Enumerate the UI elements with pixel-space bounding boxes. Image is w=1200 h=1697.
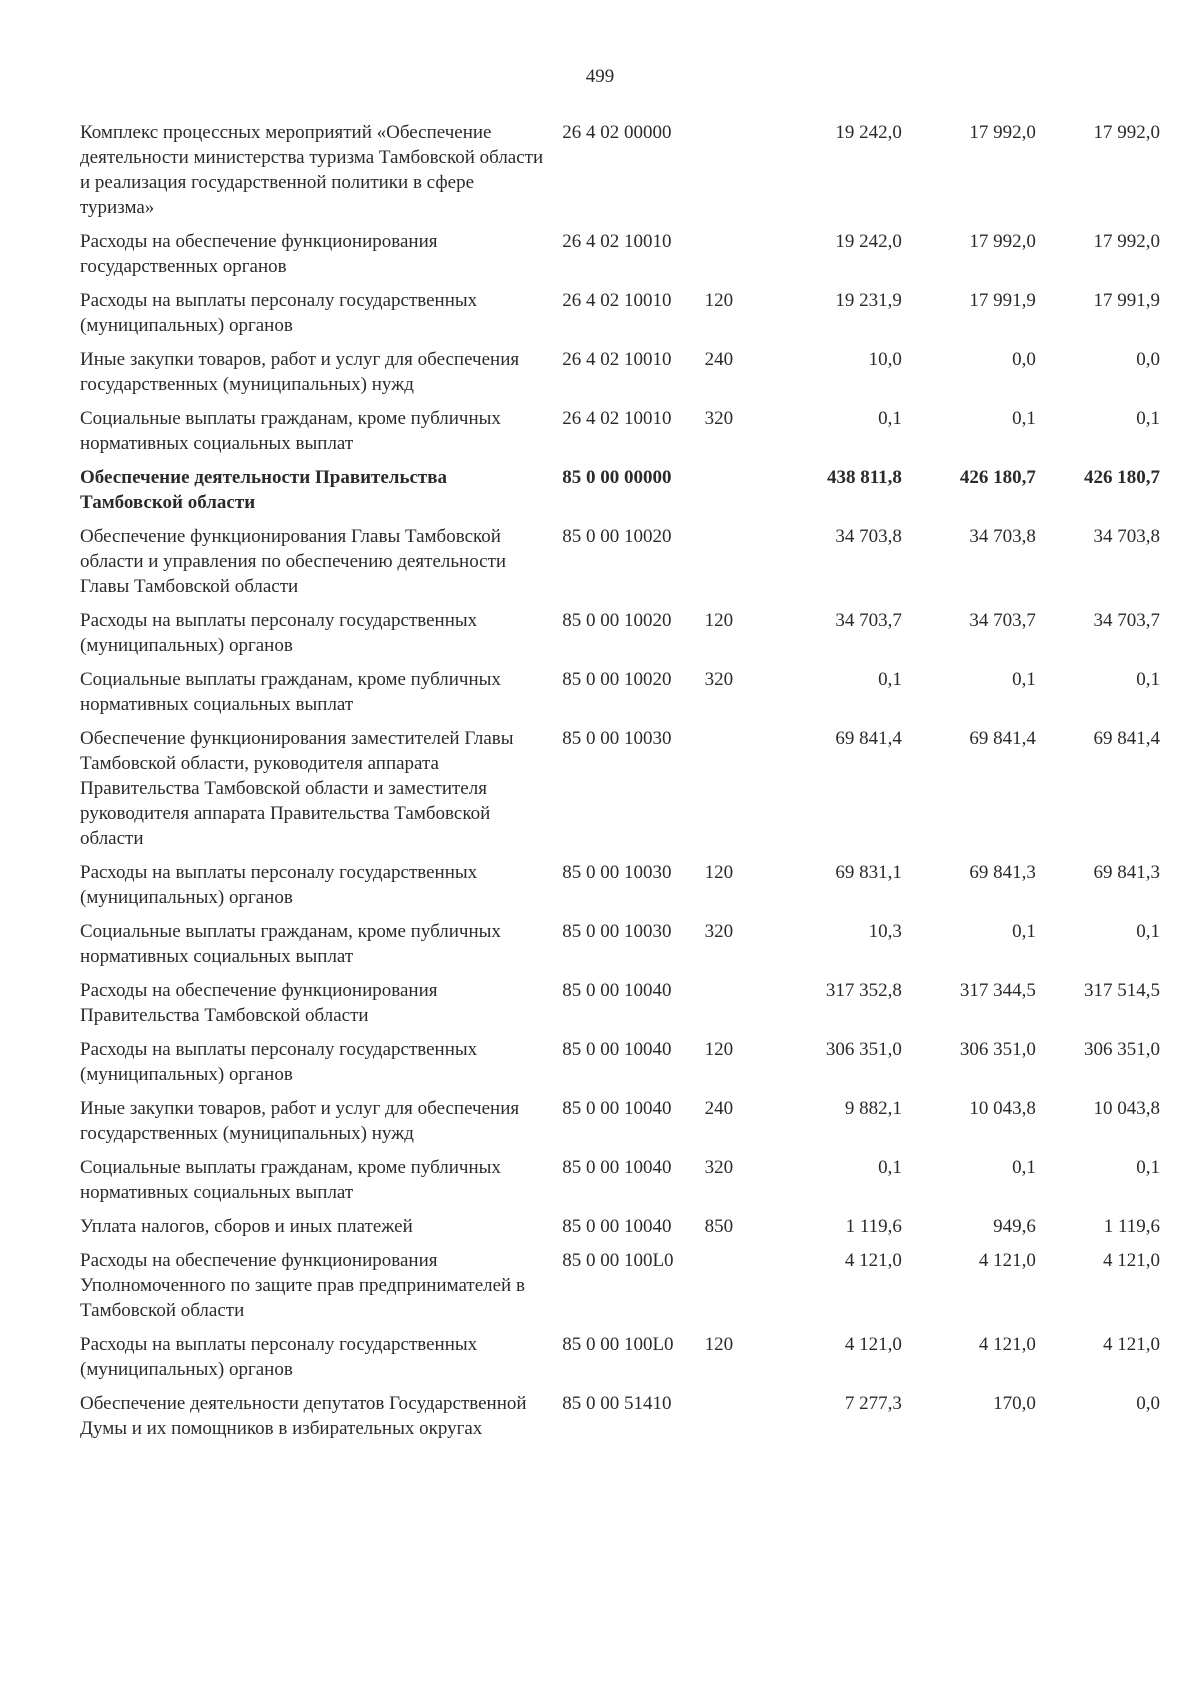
- row-target-article-code: 26 4 02 10010: [562, 408, 672, 429]
- row-amount-year-3: 17 992,0: [1093, 122, 1160, 143]
- row-name: Обеспечение функционирования Главы Тамбовской области и управления по обеспечению деятельности Главы Тамбовской области: [80, 526, 507, 597]
- row-amount-year-1: 0,1: [878, 669, 902, 690]
- row-name: Обеспечение функционирования заместителей Главы Тамбовской области, руководителя аппарата Правительства Тамбовской области и заместителя руководителя аппарата Правительства Тамбовской области: [80, 728, 514, 849]
- row-name: Расходы на выплаты персоналу государственных (муниципальных) органов: [80, 1334, 478, 1380]
- row-amount-year-1: 69 841,4: [835, 728, 902, 749]
- row-target-article-code: 85 0 00 10020: [562, 526, 672, 547]
- row-amount-year-2: 4 121,0: [978, 1334, 1036, 1355]
- table-row: [80, 120, 1160, 229]
- row-amount-year-2: 69 841,4: [969, 728, 1036, 749]
- row-amount-year-3: 34 703,7: [1093, 610, 1160, 631]
- table-row: [80, 229, 1160, 288]
- row-amount-year-2: 0,1: [1012, 408, 1036, 429]
- row-expense-type-code: 120: [704, 610, 734, 631]
- row-expense-type-code: 320: [704, 408, 734, 429]
- row-amount-year-2: 10 043,8: [969, 1098, 1036, 1119]
- row-expense-type-code: [705, 1391, 755, 1450]
- budget-table: [80, 120, 1160, 1450]
- row-amount-year-2: 170,0: [993, 1393, 1036, 1414]
- row-expense-type-code: [705, 524, 755, 608]
- row-name: Расходы на обеспечение функционирования Правительства Тамбовской области: [80, 980, 438, 1026]
- row-amount-year-1: 19 231,9: [835, 290, 902, 311]
- row-name: Обеспечение деятельности Правительства Тамбовской области: [80, 467, 448, 513]
- row-target-article-code: 85 0 00 10030: [562, 862, 672, 883]
- row-amount-year-3: 426 180,7: [1084, 467, 1160, 488]
- row-amount-year-1: 0,1: [878, 408, 902, 429]
- row-target-article-code: 85 0 00 10040: [562, 1098, 672, 1119]
- page-number: 499: [585, 66, 615, 87]
- row-amount-year-3: 10 043,8: [1093, 1098, 1160, 1119]
- table-row: [80, 288, 1160, 347]
- row-target-article-code: 85 0 00 10040: [562, 980, 672, 1001]
- row-amount-year-1: 69 831,1: [835, 862, 902, 883]
- row-amount-year-3: 34 703,8: [1093, 526, 1160, 547]
- row-target-article-code: 85 0 00 100L0: [562, 1250, 674, 1271]
- row-amount-year-3: 0,1: [1136, 1157, 1160, 1178]
- row-amount-year-2: 0,1: [1012, 921, 1036, 942]
- row-target-article-code: 26 4 02 10010: [562, 231, 672, 252]
- row-amount-year-1: 34 703,7: [835, 610, 902, 631]
- row-amount-year-1: 10,0: [868, 349, 902, 370]
- row-amount-year-1: 19 242,0: [835, 231, 902, 252]
- row-amount-year-1: 0,1: [878, 1157, 902, 1178]
- row-amount-year-1: 4 121,0: [844, 1250, 902, 1271]
- row-name: Расходы на выплаты персоналу государственных (муниципальных) органов: [80, 610, 478, 656]
- row-amount-year-3: 4 121,0: [1103, 1250, 1160, 1271]
- row-amount-year-2: 0,1: [1012, 669, 1036, 690]
- table-row: [80, 860, 1160, 919]
- row-amount-year-2: 306 351,0: [959, 1039, 1036, 1060]
- row-target-article-code: 26 4 02 10010: [562, 290, 672, 311]
- row-expense-type-code: 240: [704, 349, 734, 370]
- table-row: [80, 1155, 1160, 1214]
- table-row: [80, 978, 1160, 1037]
- row-expense-type-code: 120: [704, 862, 734, 883]
- row-amount-year-2: 949,6: [993, 1216, 1036, 1237]
- row-name: Расходы на обеспечение функционирования Уполномоченного по защите прав предпринимателей в Тамбовской области: [80, 1250, 525, 1321]
- row-name: Уплата налогов, сборов и иных платежей: [80, 1216, 413, 1237]
- row-name: Расходы на выплаты персоналу государственных (муниципальных) органов: [80, 290, 478, 336]
- row-expense-type-code: [705, 978, 755, 1037]
- row-expense-type-code: 320: [704, 921, 734, 942]
- row-amount-year-1: 34 703,8: [835, 526, 902, 547]
- row-amount-year-3: 306 351,0: [1084, 1039, 1160, 1060]
- table-row: [80, 1391, 1160, 1450]
- row-amount-year-2: 17 992,0: [969, 122, 1036, 143]
- row-name: Расходы на обеспечение функционирования государственных органов: [80, 231, 438, 277]
- table-row: [80, 465, 1160, 524]
- row-name: Социальные выплаты гражданам, кроме публичных нормативных социальных выплат: [80, 669, 501, 715]
- row-amount-year-1: 1 119,6: [845, 1216, 902, 1237]
- row-amount-year-3: 0,1: [1136, 921, 1160, 942]
- row-expense-type-code: [705, 465, 755, 524]
- table-row: [80, 1037, 1160, 1096]
- row-name: Расходы на выплаты персоналу государственных (муниципальных) органов: [80, 862, 478, 908]
- row-expense-type-code: 320: [704, 669, 734, 690]
- row-amount-year-2: 0,1: [1012, 1157, 1036, 1178]
- row-target-article-code: 85 0 00 10040: [562, 1157, 672, 1178]
- row-target-article-code: 85 0 00 100L0: [562, 1334, 674, 1355]
- row-amount-year-2: 34 703,7: [969, 610, 1036, 631]
- row-amount-year-3: 0,1: [1136, 669, 1160, 690]
- row-expense-type-code: 850: [704, 1216, 734, 1237]
- table-row: [80, 1096, 1160, 1155]
- table-row: [80, 1332, 1160, 1391]
- row-amount-year-3: 17 992,0: [1093, 231, 1160, 252]
- row-amount-year-3: 17 991,9: [1093, 290, 1160, 311]
- row-name: Иные закупки товаров, работ и услуг для обеспечения государственных (муниципальных) нужд: [80, 349, 520, 395]
- row-amount-year-1: 7 277,3: [844, 1393, 902, 1414]
- table-row: [80, 919, 1160, 978]
- row-amount-year-2: 17 991,9: [969, 290, 1036, 311]
- row-amount-year-1: 317 352,8: [825, 980, 902, 1001]
- row-expense-type-code: [705, 120, 755, 229]
- row-expense-type-code: 320: [704, 1157, 734, 1178]
- row-name: Социальные выплаты гражданам, кроме публичных нормативных социальных выплат: [80, 408, 501, 454]
- row-expense-type-code: [705, 726, 755, 860]
- table-row: [80, 1248, 1160, 1332]
- row-target-article-code: 85 0 00 10030: [562, 921, 672, 942]
- row-amount-year-1: 10,3: [868, 921, 902, 942]
- row-amount-year-3: 0,1: [1136, 408, 1160, 429]
- row-amount-year-1: 19 242,0: [835, 122, 902, 143]
- row-amount-year-2: 34 703,8: [969, 526, 1036, 547]
- table-row: [80, 1214, 1160, 1248]
- row-expense-type-code: 240: [704, 1098, 734, 1119]
- row-amount-year-2: 426 180,7: [959, 467, 1036, 488]
- row-target-article-code: 85 0 00 00000: [562, 467, 672, 488]
- row-amount-year-3: 4 121,0: [1103, 1334, 1160, 1355]
- row-amount-year-1: 438 811,8: [826, 467, 902, 488]
- row-expense-type-code: 120: [704, 1334, 734, 1355]
- budget-table-body: [80, 120, 1160, 1450]
- row-name: Иные закупки товаров, работ и услуг для обеспечения государственных (муниципальных) нужд: [80, 1098, 520, 1144]
- row-name: Социальные выплаты гражданам, кроме публичных нормативных социальных выплат: [80, 1157, 501, 1203]
- table-row: [80, 406, 1160, 465]
- row-amount-year-1: 4 121,0: [844, 1334, 902, 1355]
- row-target-article-code: 85 0 00 10030: [562, 728, 672, 749]
- row-amount-year-3: 317 514,5: [1084, 980, 1160, 1001]
- row-expense-type-code: 120: [704, 1039, 734, 1060]
- row-name: Расходы на выплаты персоналу государственных (муниципальных) органов: [80, 1039, 478, 1085]
- row-target-article-code: 85 0 00 10040: [562, 1216, 672, 1237]
- row-name: Социальные выплаты гражданам, кроме публичных нормативных социальных выплат: [80, 921, 501, 967]
- table-row: [80, 667, 1160, 726]
- row-amount-year-2: 17 992,0: [969, 231, 1036, 252]
- row-name: Комплекс процессных мероприятий «Обеспечение деятельности министерства туризма Тамбовской области и реализация государственной политики в сфере туризма»: [80, 122, 544, 218]
- table-row: [80, 524, 1160, 608]
- row-name: Обеспечение деятельности депутатов Государственной Думы и их помощников в избирательных округах: [80, 1393, 527, 1439]
- row-amount-year-2: 317 344,5: [959, 980, 1036, 1001]
- row-target-article-code: 85 0 00 51410: [562, 1393, 672, 1414]
- row-target-article-code: 85 0 00 10040: [562, 1039, 672, 1060]
- table-row: [80, 726, 1160, 860]
- row-amount-year-1: 306 351,0: [825, 1039, 902, 1060]
- row-target-article-code: 85 0 00 10020: [562, 610, 672, 631]
- row-target-article-code: 26 4 02 00000: [562, 122, 672, 143]
- row-amount-year-3: 0,0: [1136, 349, 1160, 370]
- row-expense-type-code: [705, 229, 755, 288]
- table-row: [80, 347, 1160, 406]
- row-amount-year-3: 69 841,4: [1093, 728, 1160, 749]
- row-amount-year-2: 69 841,3: [969, 862, 1036, 883]
- row-amount-year-2: 0,0: [1012, 349, 1036, 370]
- row-amount-year-3: 1 119,6: [1103, 1216, 1160, 1237]
- row-expense-type-code: 120: [704, 290, 734, 311]
- row-amount-year-3: 0,0: [1136, 1393, 1160, 1414]
- row-target-article-code: 85 0 00 10020: [562, 669, 672, 690]
- row-amount-year-2: 4 121,0: [978, 1250, 1036, 1271]
- row-amount-year-3: 69 841,3: [1093, 862, 1160, 883]
- row-expense-type-code: [705, 1248, 755, 1332]
- table-row: [80, 608, 1160, 667]
- row-amount-year-1: 9 882,1: [844, 1098, 902, 1119]
- row-target-article-code: 26 4 02 10010: [562, 349, 672, 370]
